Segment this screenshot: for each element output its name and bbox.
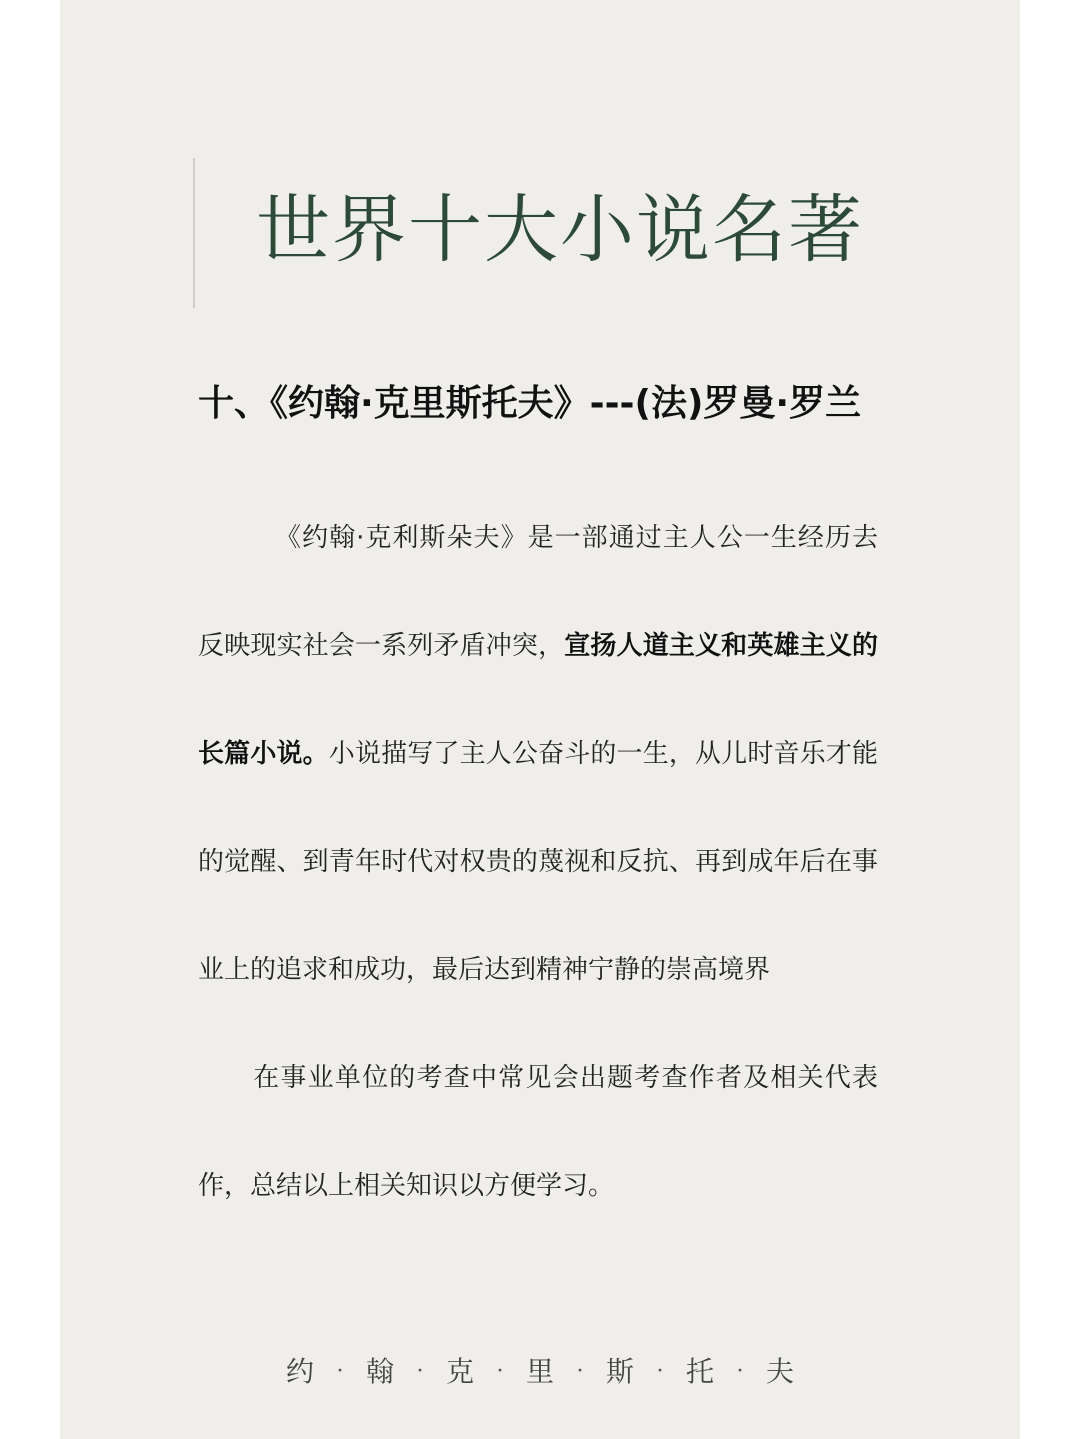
paragraph-1-intro: 《约翰·克利斯朵夫》是一部通过主人公一生经历去反映现实社会一系列矛盾冲突， [198,523,878,661]
page-title: 世界十大小说名著 [256,187,864,273]
footer-separator: · [736,1359,744,1384]
section-heading: 十、《约翰·克里斯托夫》---(法)罗曼·罗兰 [198,383,862,424]
paragraph-2-text: 在事业单位的考查中常见会出题考查作者及相关代表作，总结以上相关知识以方便学习。 [198,1063,878,1201]
footer-char: 克 [445,1355,474,1388]
paragraph-1-rest: 小说描写了主人公奋斗的一生，从儿时音乐才能的觉醒、到青年时代对权贵的蔑视和反抗、再到成年后在事业上的追求和成功，最后达到精神宁静的崇高境界 [198,739,878,985]
footer-separator: · [416,1359,424,1384]
footer-char: 夫 [766,1355,795,1388]
footer-separator: · [576,1359,584,1384]
footer-char: 斯 [606,1355,635,1388]
footer-separator: · [496,1359,504,1384]
footer-separator: · [656,1359,664,1384]
footer-char: 托 [686,1355,715,1388]
footer-name-strip [60,1350,1020,1394]
body-paragraph-1 [198,484,878,1024]
body-paragraph-2 [198,1024,878,1240]
footer-char: 翰 [365,1355,394,1388]
footer-char: 里 [525,1355,554,1388]
footer-separator: · [336,1359,344,1384]
decorative-vertical-line [193,158,195,308]
page-background [60,0,1020,1439]
footer-char: 约 [285,1355,314,1388]
paragraph-1-bold: 宣扬人道主义和英雄主义的长篇小说。 [198,631,878,769]
